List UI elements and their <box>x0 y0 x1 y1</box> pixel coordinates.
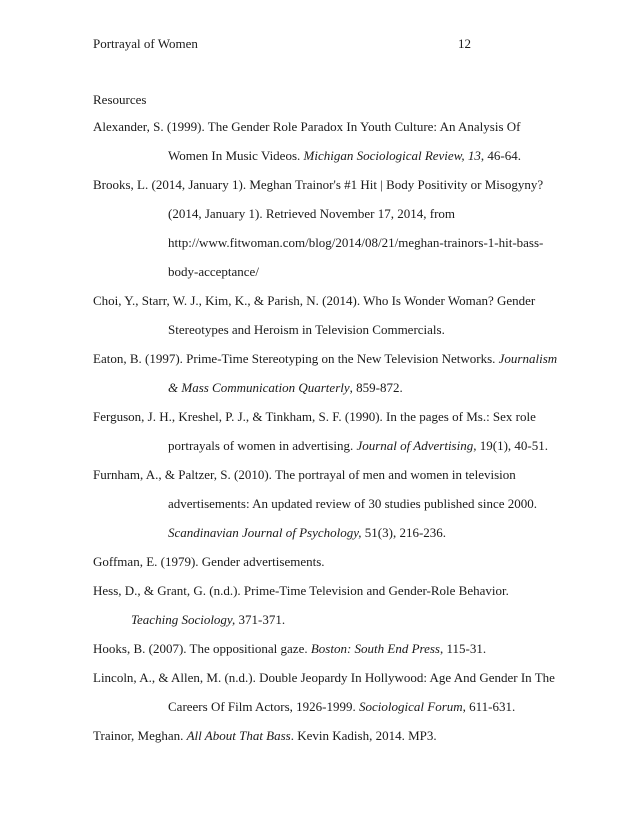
journal-title: & Mass Communication Quarterly <box>168 380 350 395</box>
journal-title: Journal of Advertising <box>356 438 474 453</box>
reference-text: Stereotypes and Heroism in Television Commercials. <box>168 322 445 337</box>
reference-line <box>93 697 553 726</box>
reference-line <box>93 204 553 233</box>
reference-line <box>93 465 553 494</box>
reference-line <box>93 146 553 175</box>
reference-text: , 46-64. <box>480 148 521 163</box>
reference-text: 371-371. <box>235 612 286 627</box>
reference-line <box>93 581 553 610</box>
reference-text: (2014, January 1). Retrieved November 17, 2014, from <box>168 206 456 221</box>
reference-url: body-acceptance/ <box>168 264 259 279</box>
reference-text: Ferguson, J. H., Kreshel, P. J., & Tinkham, S. F. (1990). In the pages of Ms.: Sex role <box>93 409 536 424</box>
reference-line <box>93 175 553 204</box>
reference-text: Hooks, B. (2007). The oppositional gaze. <box>93 641 311 656</box>
reference-line <box>93 349 558 378</box>
reference-text: , 19(1), 40-51. <box>473 438 548 453</box>
journal-title: Scandinavian Journal of Psychology, <box>168 525 362 540</box>
reference-line <box>93 726 553 755</box>
reference-text: Careers Of Film Actors, 1926-1999. <box>168 699 360 714</box>
reference-line <box>93 552 553 581</box>
journal-title: Journalism <box>498 351 558 366</box>
reference-text: Trainor, Meghan. <box>93 728 187 743</box>
reference-text: , 859-872. <box>349 380 403 395</box>
reference-text: Brooks, L. (2014, January 1). Meghan Trainor's #1 Hit | Body Positivity or Misogyny? <box>93 177 544 192</box>
reference-text: , 115-31. <box>440 641 487 656</box>
reference-line <box>93 523 553 552</box>
reference-line <box>93 494 553 523</box>
reference-list <box>93 117 558 755</box>
reference-line <box>93 233 553 262</box>
reference-text: Alexander, S. (1999). The Gender Role Paradox In Youth Culture: An Analysis Of <box>93 119 521 134</box>
journal-title: Sociological Forum, <box>359 699 466 714</box>
journal-title: Boston: South End Press <box>310 641 440 656</box>
reference-url: http://www.fitwoman.com/blog/2014/08/21/meghan-trainors-1-hit-bass- <box>168 235 544 250</box>
work-title: All About That Bass <box>186 728 291 743</box>
reference-text: Eaton, B. (1997). Prime-Time Stereotyping on the New Television Networks. <box>93 351 499 366</box>
reference-text: Goffman, E. (1979). Gender advertisements. <box>93 554 325 569</box>
reference-text: Lincoln, A., & Allen, M. (n.d.). Double Jeopardy In Hollywood: Age And Gender In The <box>93 670 555 685</box>
reference-line <box>93 610 553 639</box>
reference-line <box>93 262 553 291</box>
section-heading: Resources <box>93 92 147 107</box>
reference-text: 611-631. <box>465 699 516 714</box>
reference-text: Choi, Y., Starr, W. J., Kim, K., & Parish, N. (2014). Who Is Wonder Woman? Gender <box>93 293 536 308</box>
reference-text: Furnham, A., & Paltzer, S. (2010). The portrayal of men and women in television <box>93 467 516 482</box>
reference-line <box>93 436 553 465</box>
reference-text: . Kevin Kadish, 2014. MP3. <box>290 728 437 743</box>
reference-line <box>93 320 553 349</box>
reference-line <box>93 407 553 436</box>
journal-title: Michigan Sociological Review, 13 <box>303 148 481 163</box>
journal-title: Teaching Sociology, <box>131 612 236 627</box>
reference-text: Women In Music Videos. <box>168 148 304 163</box>
reference-text: portrayals of women in advertising. <box>168 438 357 453</box>
running-head: Portrayal of Women <box>93 36 198 51</box>
reference-line <box>93 117 553 146</box>
reference-line <box>93 639 553 668</box>
reference-line <box>93 378 553 407</box>
reference-text: advertisements: An updated review of 30 studies published since 2000. <box>168 496 537 511</box>
reference-text: Hess, D., & Grant, G. (n.d.). Prime-Time Television and Gender-Role Behavior. <box>93 583 509 598</box>
reference-text: 51(3), 216-236. <box>361 525 447 540</box>
reference-line <box>93 668 553 697</box>
page-number: 12 <box>458 36 471 51</box>
reference-line <box>93 291 553 320</box>
